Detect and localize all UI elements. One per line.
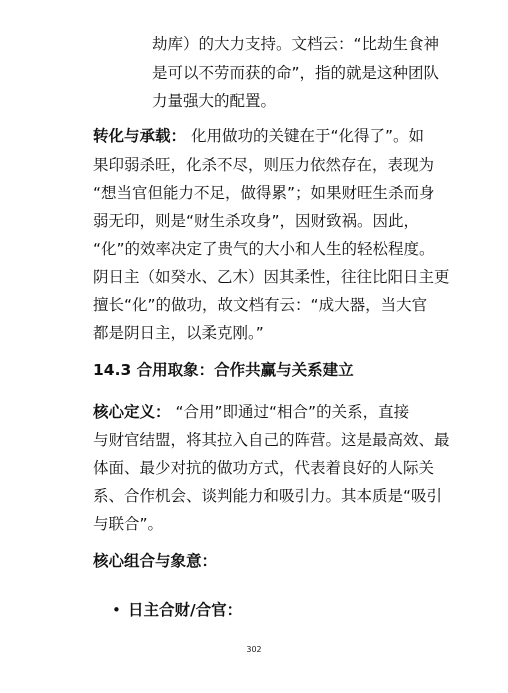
paragraph-first-line bbox=[93, 402, 409, 422]
bullet-text: 日主合财/合官： bbox=[128, 601, 243, 619]
paragraph-line: “想当官但能力不足，做得累”；如果财旺生杀而身 bbox=[93, 184, 435, 202]
quote-line: 力量强大的配置。 bbox=[152, 92, 277, 110]
paragraph-line: 弱无印，则是“财生杀攻身”，因财致祸。因此， bbox=[93, 212, 420, 230]
combo-heading: 核心组合与象意： bbox=[93, 552, 218, 570]
paragraph-line: 都是阴日主，以柔克刚。” bbox=[93, 324, 264, 342]
section-heading: 14.3 合用取象：合作共赢与关系建立 bbox=[93, 361, 354, 379]
paragraph-label: 核心定义： bbox=[93, 403, 171, 421]
paragraph-line: “化”的效率决定了贵气的大小和人生的轻松程度。 bbox=[93, 240, 435, 258]
paragraph-label: 转化与承载： bbox=[93, 127, 187, 145]
paragraph-line: 与联合”。 bbox=[93, 515, 164, 533]
paragraph-line: 擅长“化”的做功，故文档有云：“成大器，当大官 bbox=[93, 296, 428, 314]
paragraph-first-line bbox=[93, 126, 424, 146]
page-number: 302 bbox=[246, 645, 262, 654]
quote-line: 劫库）的大力支持。文档云：“比劫生食神 bbox=[152, 35, 440, 53]
paragraph-line: 阴日主（如癸水、乙木）因其柔性，往往比阳日主更 bbox=[93, 268, 450, 286]
paragraph-text: “合用”即通过“相合”的关系，直接 bbox=[170, 403, 410, 421]
bullet-marker: • bbox=[112, 601, 121, 619]
paragraph-line: 与财官结盟，将其拉入自己的阵营。这是最高效、最 bbox=[93, 431, 450, 449]
paragraph-text: 化用做功的关键在于“化得了”。如 bbox=[186, 127, 425, 145]
paragraph-line: 系、合作机会、谈判能力和吸引力。其本质是“吸引 bbox=[93, 487, 443, 505]
paragraph-line: 体面、最少对抗的做功方式，代表着良好的人际关 bbox=[93, 459, 435, 477]
paragraph-line: 果印弱杀旺，化杀不尽，则压力依然存在，表现为 bbox=[93, 156, 435, 174]
quote-line: 是可以不劳而获的命”，指的就是这种团队 bbox=[152, 64, 440, 82]
